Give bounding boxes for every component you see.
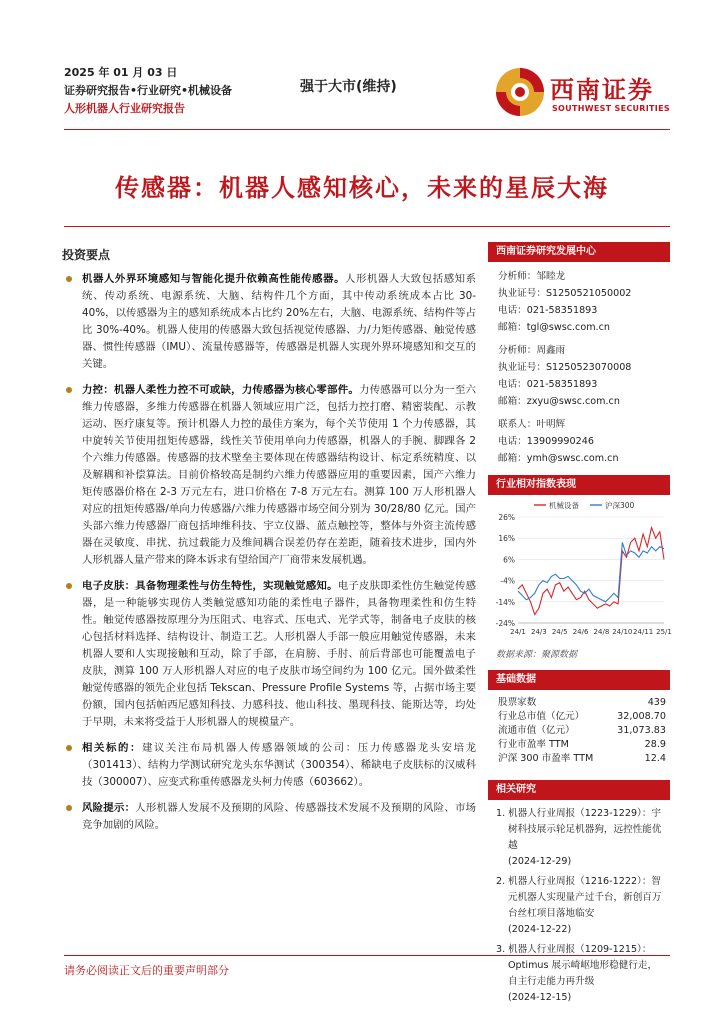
bullet-risk bbox=[62, 800, 476, 834]
bullet-text: 电子皮肤即柔性仿生触觉传感器，是一种能够实现仿人类触觉感知功能的柔性电子器件，具备物理柔性和仿生特性。触觉传感器按原理分为压阻式、电容式、压电式、光学式等，制备电子皮肤的核心包括材料选择、结构设计、制造工艺。人形机器人手部一般应用触觉传感器，未来机器人要和人实现接触和互动，除了手部，在肩膀、手肘、前后背部也可能覆盖电子皮肤，测算 100 万人形机器人对应的电子皮肤市场空间约为 100 亿元。国外做柔性触觉传感器的领先企业包括 Tekscan、Pressure Profile Systems 等，占据市场主要份额，国内包括帕西尼感知科技、力感科技、他山科技、墨现科技、能斯达等，均处于早期，未来将受益于人形机器人的规模量产。 bbox=[82, 580, 477, 728]
bullet-related-stocks bbox=[62, 740, 476, 791]
sidebar bbox=[488, 242, 670, 1010]
x-tick-label: 24/8 bbox=[593, 628, 610, 636]
row-value: 32,008.70 bbox=[617, 711, 666, 722]
logo-emblem-icon bbox=[494, 66, 546, 118]
y-tick-label: -14% bbox=[495, 597, 515, 607]
footer-disclaimer: 请务必阅读正文后的重要声明部分 bbox=[64, 964, 229, 977]
analyst-email[interactable]: 邮箱：zxyu@swsc.com.cn bbox=[498, 396, 620, 407]
bullet-e-skin bbox=[62, 578, 476, 731]
row-value: 12.4 bbox=[644, 753, 666, 764]
row-label: 行业市盈率 TTM bbox=[498, 739, 569, 750]
index-chart-title: 行业相对指数表现 bbox=[488, 475, 670, 495]
logo-text-cn: 西南证券 bbox=[550, 76, 654, 104]
x-tick-label: 25/1 bbox=[656, 628, 672, 636]
analyst-name: 分析师：周鑫雨 bbox=[498, 345, 566, 356]
x-tick-label: 24/11 bbox=[633, 628, 654, 636]
bullet-dot-icon bbox=[66, 583, 72, 589]
row-label: 沪深 300 市盈率 TTM bbox=[498, 753, 594, 764]
related-research-title: 相关研究 bbox=[488, 780, 670, 800]
company-logo bbox=[494, 64, 674, 120]
y-tick-label: -24% bbox=[495, 619, 515, 628]
bullet-perception bbox=[62, 271, 476, 373]
bullet-dot-icon bbox=[66, 745, 72, 751]
item-date: (2024-12-22) bbox=[508, 924, 572, 935]
chart-source: 数据来源：聚源数据 bbox=[496, 650, 578, 660]
item-number: 2. bbox=[496, 876, 506, 887]
row-label: 股票家数 bbox=[498, 697, 537, 708]
related-research-list bbox=[488, 800, 670, 1006]
list-item[interactable] bbox=[496, 806, 666, 870]
section-heading: 投资要点 bbox=[62, 248, 111, 262]
x-tick-label: 24/5 bbox=[551, 628, 568, 636]
bullet-lead: 相关标的： bbox=[82, 742, 142, 754]
series-line bbox=[518, 542, 664, 601]
report-series: 人形机器人行业研究报告 bbox=[64, 102, 185, 115]
bullet-text: 建议关注布局机器人传感器领域的公司：压力传感器龙头安培龙（301413）、结构力学测试研究龙头东华测试（300354）、稀缺电子皮肤标的汉威科技（300007）、应变式称重传感器龙头柯力传感（603662）。 bbox=[82, 742, 477, 788]
item-text: 机器人行业周报（1216-1222）：智元机器人实现量产过千台，新创百万台丝杠项目落地临安 bbox=[508, 876, 662, 919]
legend-label: 机械设备 bbox=[549, 501, 579, 510]
bullet-text: 力传感器可以分为一至六维力传感器，多维力传感器在机器人领域应用广泛，包括力控打磨、精密装配、示教运动、医疗康复等。预计机器人力控的最佳方案为，每个关节使用 1 个力传感器，其中旋转关节使用扭矩传感器，线性关节使用单向力传感器，机器人的手腕、脚踝各 2 个六维力传感器。传感器的技术壁垒主要体现在传感器结构设计、标定系统精度、以及解耦和补偿算法。目前价格较高是制约六维力传感器应用的重要因素，国产六维力矩传感器价格在 2-3 万元左右，进口价格在 7-8 万元左右。测算 100 万人形机器人对应的扭矩传感器/单向力传感器/六维力传感器市场空间分别为 30/28/80 亿元。国产头部六维力传感器厂商包括坤维科技、宇立仪器、蓝点触控等，整体与外资主流传感器在灵敏度、串扰、抗过载能力及维间耦合误差仍存在差距，随着技术进步，国内外人形机器人量产带来的降本诉求有望给国产厂商带来发展机遇。 bbox=[82, 384, 477, 566]
analyst-license: 执业证号：S1250523070008 bbox=[498, 362, 632, 373]
item-text: 机器人行业周报（1209-1215）：Optimus 展示崎岖地形稳健行走，自主行走能力再升级 bbox=[508, 944, 658, 987]
y-tick-label: 6% bbox=[503, 555, 515, 565]
analyst-phone: 电话：021-58351893 bbox=[498, 305, 598, 316]
table-row bbox=[488, 710, 670, 724]
table-row bbox=[488, 738, 670, 752]
x-tick-label: 24/1 bbox=[510, 628, 526, 636]
bullet-lead: 风险提示： bbox=[82, 802, 136, 814]
bullet-text: 人形机器人大致包括感知系统、传动系统、电源系统、大脑、结构件几个方面，其中传动系统成本占比 30-40%，以传感器为主的感知系统成本占比约 20%左右，大脑、电源系统、结构件等占比 30%-40%。机器人使用的传感器大致包括视觉传感器、力/力矩传感器、触觉传感器、惯性传感器（IMU）、流量传感器等，传感器是机器人实现外界环境感知和交互的关键。 bbox=[82, 273, 476, 370]
bullet-dot-icon bbox=[66, 805, 72, 811]
title-divider bbox=[64, 226, 670, 227]
bullet-lead: 力控：机器人柔性力控不可或缺，力传感器为核心零部件。 bbox=[82, 384, 360, 396]
report-date: 2025 年 01 月 03 日 bbox=[64, 66, 178, 79]
industry-rating: 强于大市(维持) bbox=[300, 79, 397, 95]
analyst-name: 分析师：邹睦龙 bbox=[498, 271, 566, 282]
report-type: 证券研究报告•行业研究•机械设备 bbox=[64, 84, 233, 97]
header-divider bbox=[64, 129, 670, 130]
x-tick-label: 24/6 bbox=[572, 628, 589, 636]
research-center-title: 西南证券研究发展中心 bbox=[488, 242, 670, 262]
y-tick-label: 26% bbox=[498, 513, 515, 522]
row-value: 31,073.83 bbox=[617, 725, 666, 736]
index-chart bbox=[488, 495, 670, 645]
basic-data-table bbox=[488, 696, 670, 766]
row-label: 流通市值（亿元） bbox=[498, 725, 575, 736]
analyst-phone: 电话：021-58351893 bbox=[498, 379, 598, 390]
basic-data-title: 基础数据 bbox=[488, 670, 670, 690]
row-value: 28.9 bbox=[644, 739, 666, 750]
contact-email[interactable]: 邮箱：ymh@swsc.com.cn bbox=[498, 453, 619, 464]
list-item[interactable] bbox=[496, 874, 666, 938]
series-line bbox=[518, 528, 664, 615]
analyst-license: 执业证号：S1250521050002 bbox=[498, 288, 632, 299]
item-date: (2024-12-29) bbox=[508, 856, 572, 867]
y-tick-label: -4% bbox=[500, 576, 515, 586]
contact-phone: 电话：13909990246 bbox=[498, 436, 594, 447]
item-text: 机器人行业周报（1223-1229）：宇树科技展示轮足机器狗，远控性能优越 bbox=[508, 808, 662, 851]
bullet-dot-icon bbox=[66, 276, 72, 282]
list-item[interactable] bbox=[496, 942, 666, 1006]
bullet-lead: 电子皮肤：具备物理柔性与仿生特性，实现触觉感知。 bbox=[82, 580, 338, 592]
bullet-force-control bbox=[62, 382, 476, 569]
analyst-list bbox=[488, 262, 670, 471]
contact-name: 联系人：叶明辉 bbox=[498, 419, 566, 430]
analyst-email[interactable]: 邮箱：tgl@swsc.com.cn bbox=[498, 322, 610, 333]
table-row bbox=[488, 752, 670, 766]
legend-label: 沪深300 bbox=[605, 501, 635, 510]
table-row bbox=[488, 696, 670, 710]
bullet-dot-icon bbox=[66, 387, 72, 393]
y-tick-label: 16% bbox=[498, 534, 515, 544]
table-row bbox=[488, 724, 670, 738]
bullet-text: 人形机器人发展不及预期的风险、传感器技术发展不及预期的风险、市场竞争加剧的风险。 bbox=[82, 802, 476, 831]
x-tick-label: 24/10 bbox=[612, 628, 633, 636]
item-number: 3. bbox=[496, 944, 506, 955]
x-tick-label: 24/3 bbox=[530, 628, 547, 636]
bullet-lead: 机器人外界环境感知与智能化提升依赖高性能传感器。 bbox=[82, 273, 346, 285]
index-chart-svg bbox=[488, 495, 670, 645]
item-date: (2024-12-15) bbox=[508, 992, 572, 1003]
investment-points bbox=[62, 246, 476, 843]
row-value: 439 bbox=[647, 697, 666, 708]
header-info bbox=[64, 64, 232, 118]
report-title: 传感器：机器人感知核心，未来的星辰大海 bbox=[115, 174, 609, 202]
item-number: 1. bbox=[496, 808, 506, 819]
footer-divider bbox=[64, 955, 670, 956]
row-label: 行业总市值（亿元） bbox=[498, 711, 585, 722]
logo-text-en: SOUTHWEST SECURITIES bbox=[552, 104, 670, 113]
